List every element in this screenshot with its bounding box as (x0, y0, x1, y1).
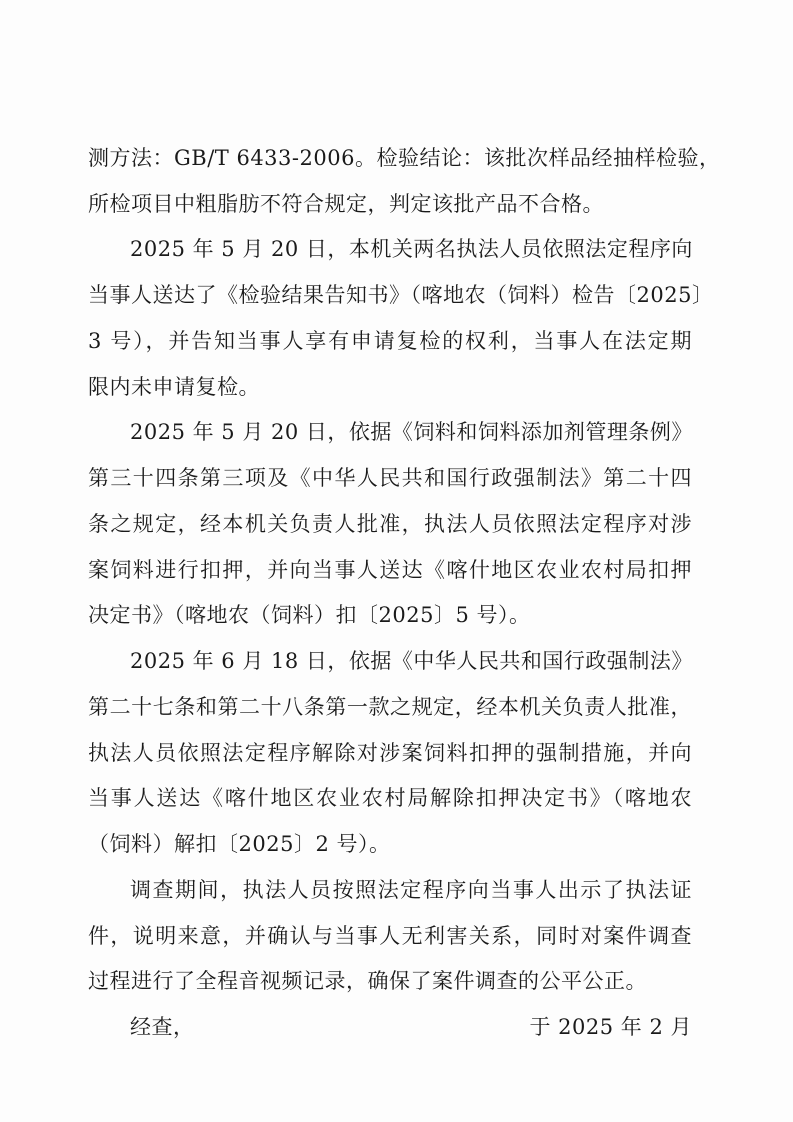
text-line: 于 2025 年 2 月 (529, 1015, 692, 1039)
text-line: 当事人送达了《检验结果告知书》（喀地农（饲料）检告〔2025〕 (88, 283, 714, 307)
text-line: 过程进行了全程音视频记录，确保了案件调查的公平公正。 (88, 969, 647, 993)
text-line: 第三十四条第三项及《中华人民共和国行政强制法》第二十四 (88, 466, 692, 490)
text-line: 经查， (130, 1015, 195, 1039)
text-line: 当事人送达《喀什地区农业农村局解除扣押决定书》（喀地农 (88, 786, 692, 810)
text-line: 第二十七条和第二十八条第一款之规定，经本机关负责人批准， (88, 695, 692, 719)
text-line: 限内未申请复检。 (88, 375, 260, 399)
text-line: 2025 年 6 月 18 日，依据《中华人民共和国行政强制法》 (130, 649, 693, 673)
text-line: 件，说明来意，并确认与当事人无利害关系，同时对案件调查 (88, 924, 692, 948)
text-line: 测方法：GB/T 6433-2006。检验结论：该批次样品经抽样检验， (88, 146, 721, 170)
text-line: 2025 年 5 月 20 日，本机关两名执法人员依照法定程序向 (130, 237, 693, 261)
text-line: 决定书》（喀地农（饲料）扣〔2025〕5 号）。 (88, 603, 531, 627)
text-line: 2025 年 5 月 20 日，依据《饲料和饲料添加剂管理条例》 (130, 420, 693, 444)
text-line: 调查期间，执法人员按照法定程序向当事人出示了执法证 (130, 878, 692, 902)
text-line: （饲料）解扣〔2025〕2 号）。 (88, 832, 391, 856)
text-line: 执法人员依照法定程序解除对涉案饲料扣押的强制措施，并向 (88, 741, 692, 765)
text-line: 3 号），并告知当事人享有申请复检的权利，当事人在法定期 (88, 329, 692, 353)
text-line: 所检项目中粗脂肪不符合规定，判定该批产品不合格。 (88, 192, 604, 216)
text-line: 条之规定，经本机关负责人批准，执法人员依照法定程序对涉 (88, 512, 692, 536)
text-line: 案饲料进行扣押，并向当事人送达《喀什地区农业农村局扣押 (88, 558, 692, 582)
